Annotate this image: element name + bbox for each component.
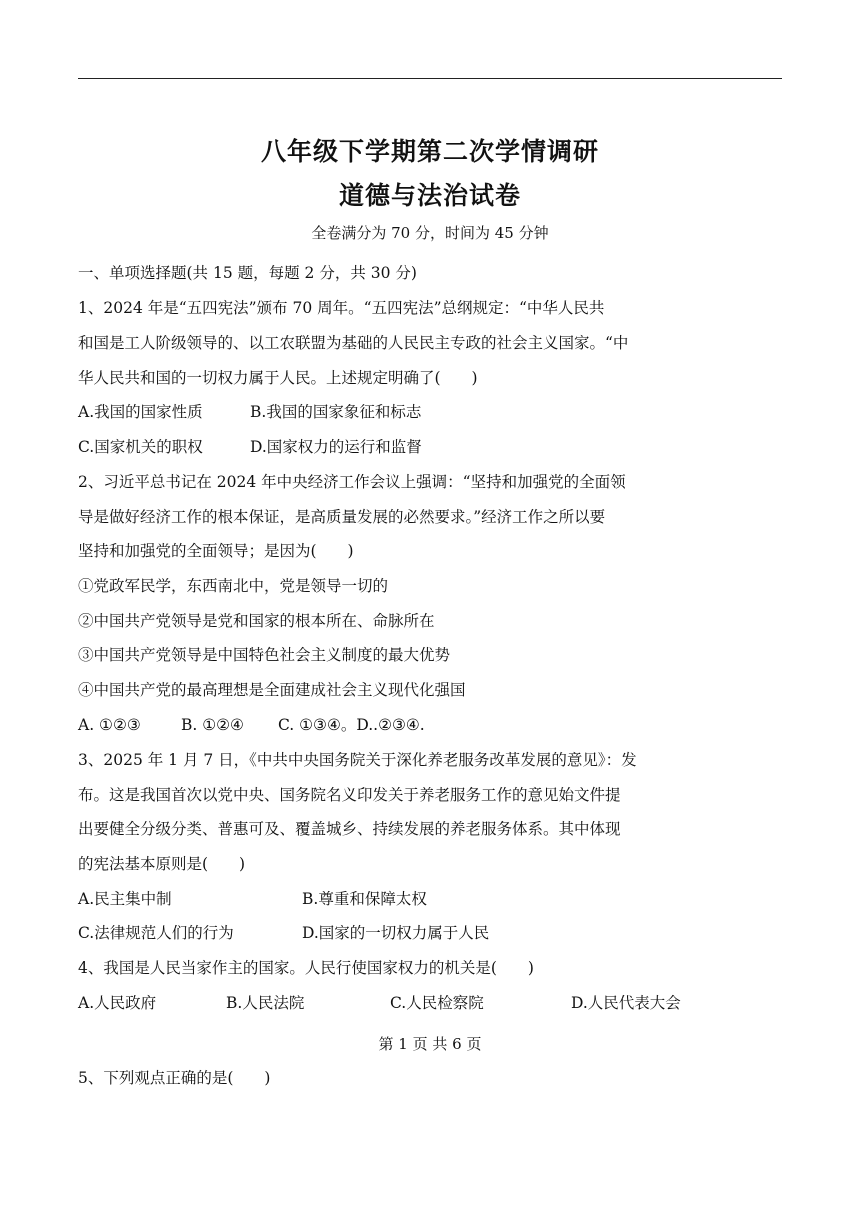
q4-line: 4、我国是人民当家作主的国家。人民行使国家权力的机关是( ) <box>78 959 534 977</box>
section-heading: 一、单项选择题(共 15 题，每题 2 分，共 30 分) <box>78 264 417 282</box>
q3-line-1: 3、2025 年 1 月 7 日，《中共中央国务院关于深化养老服务改革发展的意见》：发 <box>78 751 637 769</box>
q2-line-3: 坚持和加强党的全面领导；是因为( ) <box>78 542 354 560</box>
q2-statement-4: ④中国共产党的最高理想是全面建成社会主义现代化强国 <box>78 681 466 699</box>
q4-option-a: A.人民政府 <box>78 994 157 1012</box>
q2-option-b: B. ①②④ <box>181 716 244 734</box>
q3-option-b: B.尊重和保障太权 <box>302 890 427 908</box>
q3-option-d: D.国家的一切权力属于人民 <box>302 924 490 942</box>
page-number: 第 1 页 共 6 页 <box>378 1035 482 1053</box>
q2-line-2: 导是做好经济工作的根本保证，是高质量发展的必然要求。”经济工作之所以要 <box>78 508 606 526</box>
q2-line-1: 2、习近平总书记在 2024 年中央经济工作会议上强调：“坚持和加强党的全面领 <box>78 473 626 491</box>
q1-option-b: B.我国的国家象征和标志 <box>250 403 422 421</box>
top-rule <box>78 78 782 79</box>
q1-line-1: 1、2024 年是“五四宪法”颁布 70 周年。“五四宪法”总纲规定：“中华人民共 <box>78 299 605 317</box>
q2-statement-3: ③中国共产党领导是中国特色社会主义制度的最大优势 <box>78 646 451 664</box>
q2-option-cd: C. ①③④。D..②③④. <box>278 716 425 734</box>
exam-title: 八年级下学期第二次学情调研 <box>260 137 599 166</box>
q4-option-d: D.人民代表大会 <box>571 994 681 1012</box>
q4-option-b: B.人民法院 <box>226 994 305 1012</box>
q1-option-c: C.国家机关的职权 <box>78 438 203 456</box>
q3-line-3: 出要健全分级分类、普惠可及、覆盖城乡、持续发展的养老服务体系。其中体现 <box>78 820 621 838</box>
q2-statement-2: ②中国共产党领导是党和国家的根本所在、命脉所在 <box>78 612 435 630</box>
exam-subject-title: 道德与法治试卷 <box>338 181 521 210</box>
exam-info: 全卷满分为 70 分，时间为 45 分钟 <box>311 224 549 242</box>
q2-option-a: A. ①②③ <box>78 716 141 734</box>
q3-line-4: 的宪法基本原则是( ) <box>78 855 246 873</box>
q2-statement-1: ①党政军民学，东西南北中，党是领导一切的 <box>78 577 389 595</box>
q1-option-a: A.我国的国家性质 <box>78 403 203 421</box>
q1-option-d: D.国家权力的运行和监督 <box>250 438 422 456</box>
q3-line-2: 布。这是我国首次以党中央、国务院名义印发关于养老服务工作的意见始文件提 <box>78 786 621 804</box>
q1-line-2: 和国是工人阶级领导的、以工农联盟为基础的人民民主专政的社会主义国家。“中 <box>78 334 629 352</box>
q3-option-a: A.民主集中制 <box>78 890 172 908</box>
q5-line: 5、下列观点正确的是( ) <box>78 1069 271 1087</box>
q1-line-3: 华人民共和国的一切权力属于人民。上述规定明确了( ) <box>78 369 478 387</box>
q3-option-c: C.法律规范人们的行为 <box>78 924 234 942</box>
q4-option-c: C.人民检察院 <box>390 994 484 1012</box>
